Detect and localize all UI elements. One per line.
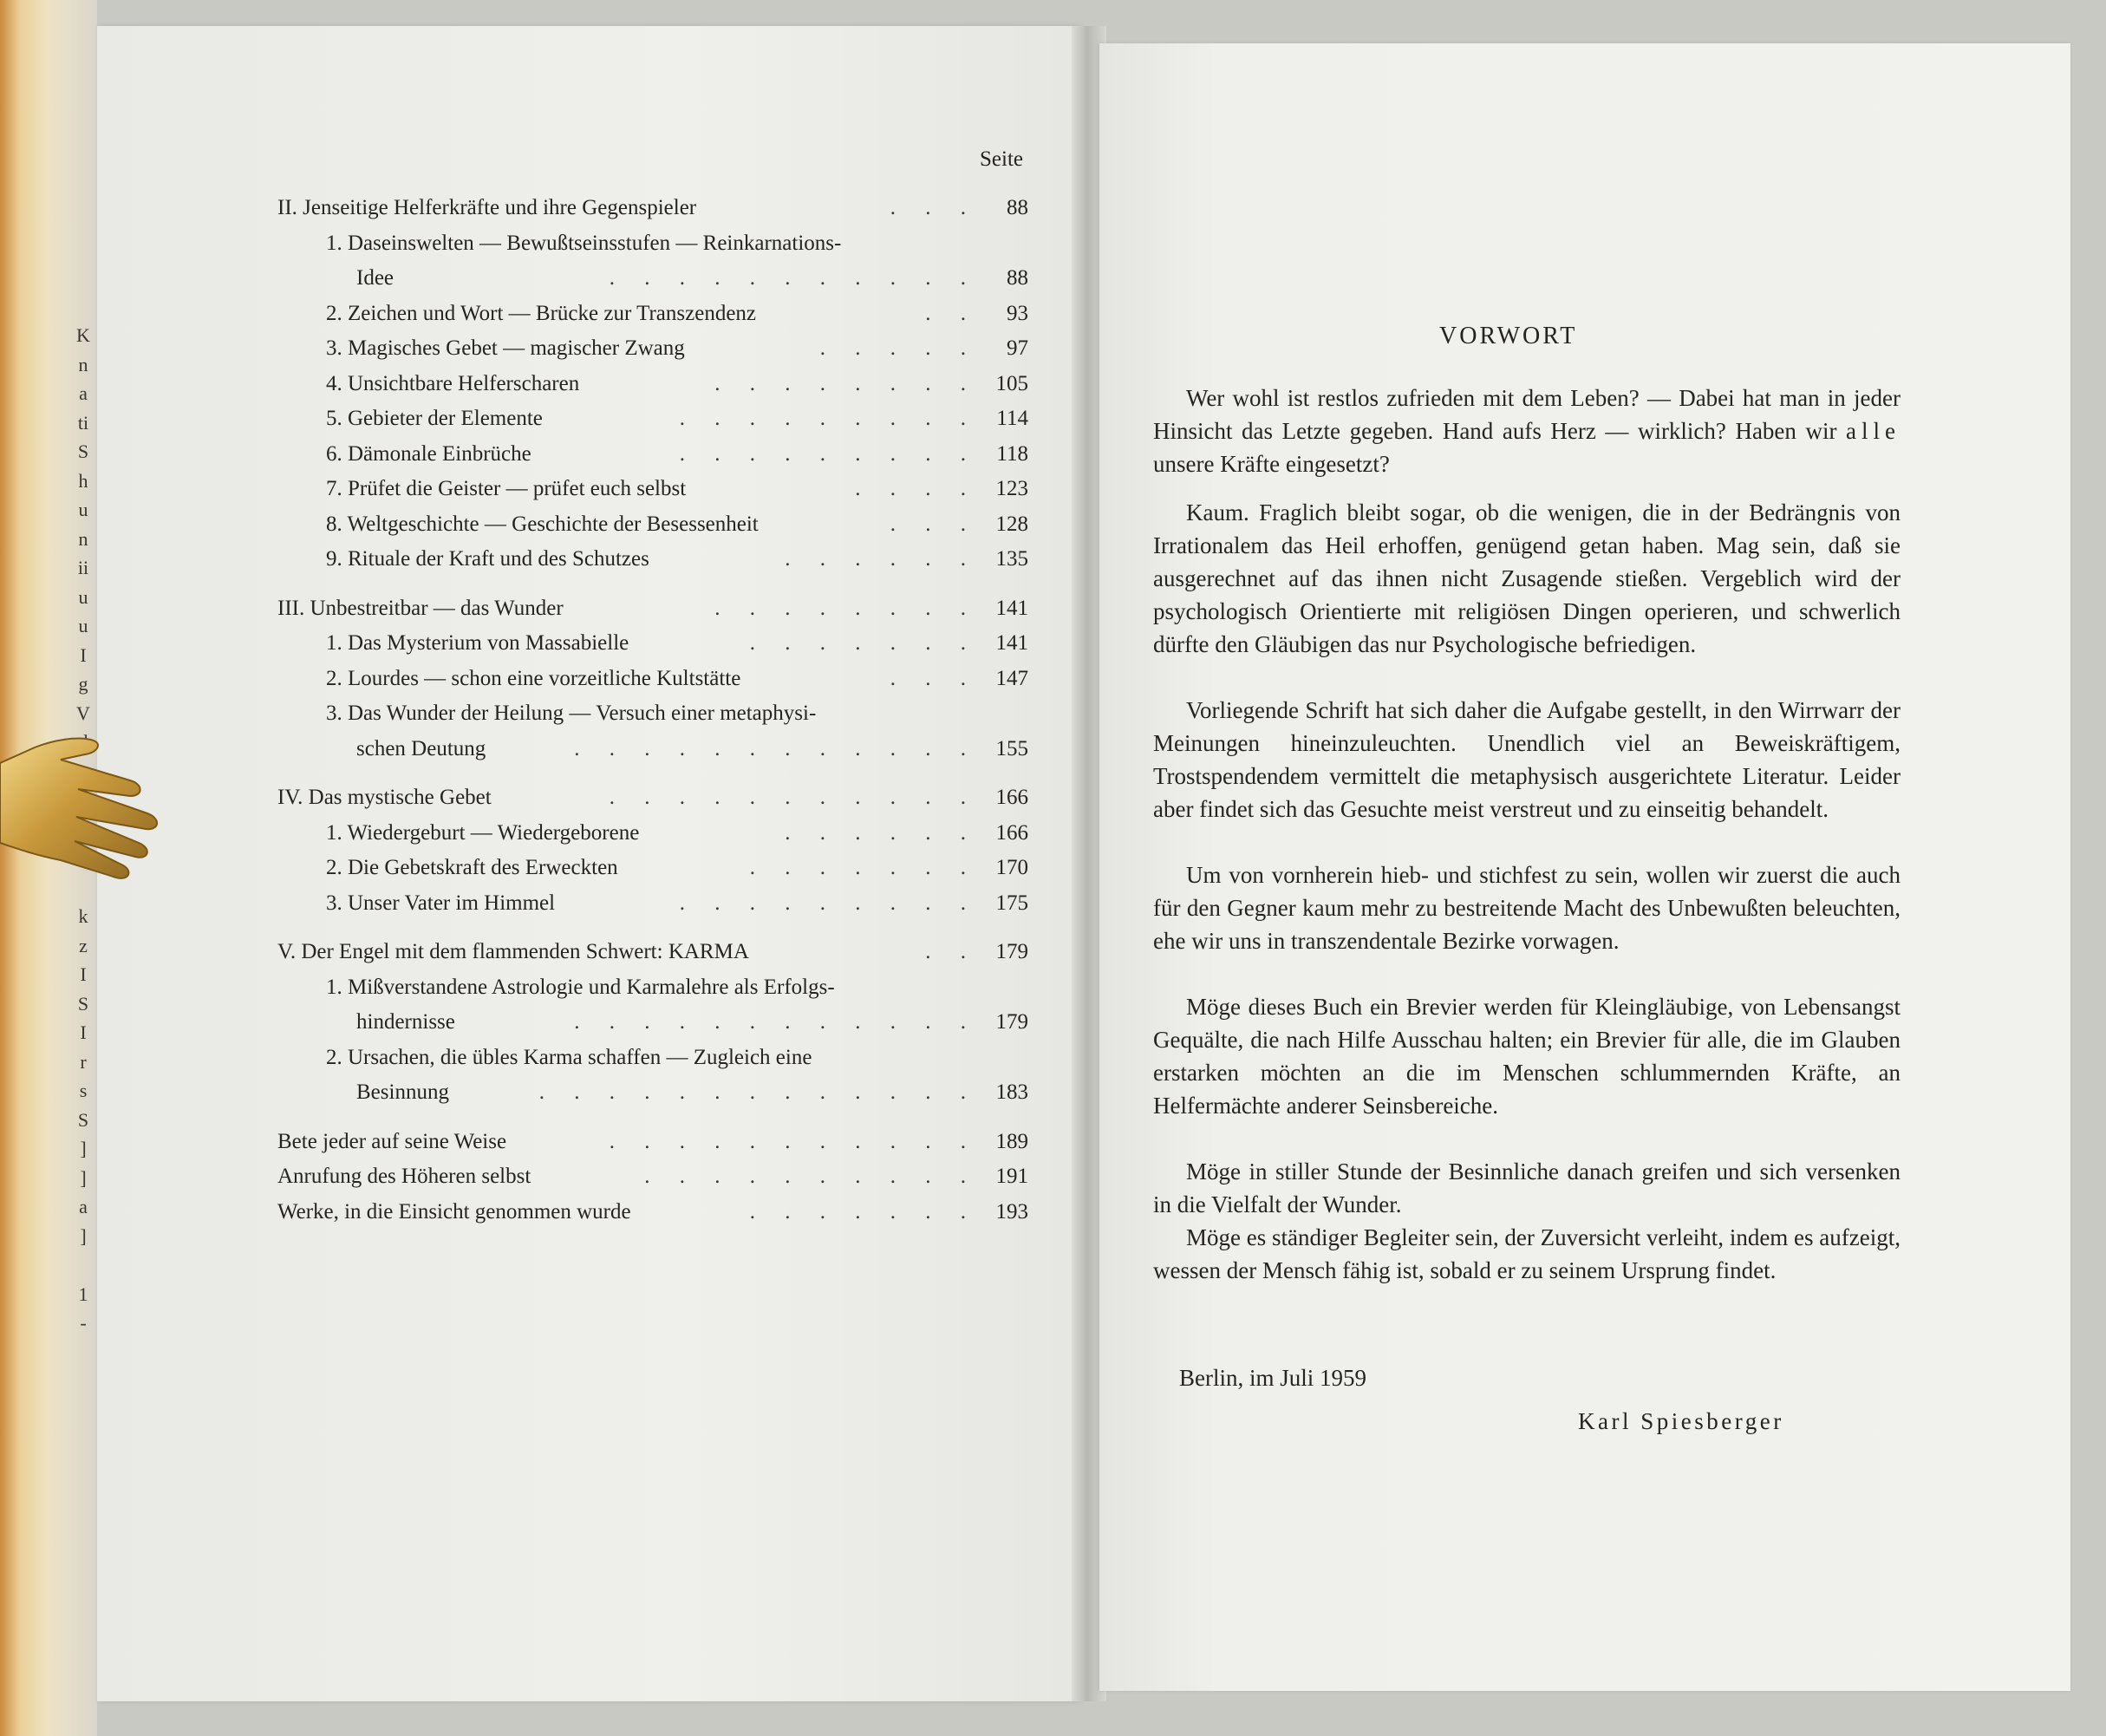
toc-entry-title: 6. Dämonale Einbrüche — [326, 441, 531, 466]
spine-letter: K — [76, 324, 90, 346]
toc-entry — [277, 626, 1028, 662]
toc-leader-dots: . . . . . . . . . — [679, 441, 978, 466]
spine-letter — [73, 1250, 94, 1280]
toc-entry-title: Anrufung des Höheren selbst — [277, 1165, 531, 1188]
toc-entry — [277, 1195, 1028, 1230]
spine-letter: z — [79, 934, 88, 956]
spine-letter: h — [78, 469, 88, 492]
toc-leader-dots: . . . . . . . . — [714, 596, 978, 620]
toc-entry — [277, 437, 1028, 473]
toc-page-number: 193 — [995, 1199, 1028, 1224]
toc-page-number: 123 — [995, 477, 1028, 500]
toc-entry-title: 4. Unsichtbare Helferscharen — [326, 371, 580, 395]
toc-entry-title: 2. Die Gebetskraft des Erweckten — [326, 856, 618, 879]
toc-leader-dots: . . . — [890, 196, 978, 219]
toc-entry — [277, 472, 1028, 507]
toc-page-number: 114 — [996, 407, 1028, 430]
toc-leader-dots: . . . . . . . . . — [679, 891, 978, 915]
toc-leader-dots: . . . . . . . . . — [679, 407, 978, 430]
toc-leader-dots: . . . . . . . . . . . — [609, 266, 978, 290]
toc-entry-title: 3. Das Wunder der Heilung — Versuch einer metaphysi- — [326, 702, 817, 725]
author-signature: Karl Spiesberger — [1578, 1408, 1784, 1434]
vorwort-paragraph-7: Möge es ständiger Begleiter sein, der Zuversicht verleiht, indem es aufzeigt, wessen der Mensch fähig ist, sobald er zu seinem Ursprung findet. — [1153, 1224, 1901, 1283]
spine-letter: ] — [80, 1224, 87, 1247]
vorwort-paragraph-5: Möge dieses Buch ein Brevier werden für Kleingläubige, von Lebensangst Gequälte, die nach Hilfe Ausschau halten; ein Brevier für alle, die im Glauben erstarken möchten an die im Menschen schlummernden Kräfte, an Helfermächte anderer Seinsbereiche. — [1153, 994, 1901, 1119]
toc-leader-dots: . . . . . . . — [749, 1199, 978, 1224]
toc-page-number: 155 — [995, 736, 1028, 760]
spine-letter: u — [78, 585, 88, 608]
vorwort-paragraph-6: Möge in stiller Stunde der Besinnliche danach greifen und sich versenken in die Vielfalt der Wunder. — [1153, 1158, 1901, 1217]
toc-entry-title: 2. Zeichen und Wort — Brücke zur Transzendenz — [326, 301, 757, 325]
toc-entry — [277, 780, 1028, 816]
toc-entry-title: 8. Weltgeschichte — Geschichte der Besessenheit — [326, 512, 759, 536]
spine-letter: 1 — [78, 1282, 88, 1305]
toc-entry — [277, 662, 1028, 697]
toc-page-number: 93 — [1007, 301, 1028, 325]
toc-page-number: 166 — [995, 820, 1028, 845]
toc-page-number: 135 — [995, 547, 1028, 571]
toc-leader-dots: . . . . . . . . . . — [644, 1165, 978, 1188]
toc-entry-title: IV. Das mystische Gebet — [277, 786, 492, 809]
toc-leader-dots: . . . . . . . . . . . — [609, 786, 978, 809]
vorwort-paragraph-1 — [1153, 382, 1901, 480]
toc-page-number: 175 — [995, 891, 1028, 915]
toc-entry — [277, 851, 1028, 886]
spine-letter: n — [78, 353, 88, 375]
vorwort-paragraph-2: Kaum. Fraglich bleibt sogar, ob die wenigen, die in der Bedrängnis von Irrationalem das Heil erhoffen, genügend getan haben. Mag sein, daß sie ausgerechnet auf das ihnen nicht Zusagende stießen. Vergeblich wird der psychologisch Orientierte mit religiösen Dingen operieren, und schwerlich dürfte den Gläubigen das nur Psychologische befriedigen. — [1153, 499, 1901, 657]
toc-entry — [277, 331, 1028, 367]
toc-leader-dots: . . — [925, 301, 978, 325]
toc-entry-title: 1. Das Mysterium von Massabielle — [326, 631, 629, 655]
toc-leader-dots: . . . . . . — [785, 820, 978, 845]
toc-entry — [277, 1041, 1028, 1076]
toc-entry — [277, 1005, 1028, 1041]
toc-leader-dots: . . . . . — [819, 336, 978, 360]
toc-entry-title: 2. Lourdes — schon eine vorzeitliche Kultstätte — [326, 666, 741, 690]
toc-entry-title: V. Der Engel mit dem flammenden Schwert: KARMA — [277, 940, 749, 963]
vorwort-paragraph-1-start: Wer wohl ist restlos zufrieden mit dem Leben? — Dabei hat man in jeder Hinsicht das Letzte gegeben. Hand aufs Herz — wirklich? Haben wir — [1153, 385, 1901, 444]
toc-entry-title: schen Deutung — [356, 736, 486, 760]
toc-entry-title: 1. Daseinswelten — Bewußtseinsstufen — Reinkarnations- — [326, 231, 842, 255]
toc-page-number: 166 — [995, 786, 1028, 809]
toc-page-number: 191 — [995, 1165, 1028, 1188]
toc-page-number: 189 — [995, 1129, 1028, 1153]
toc-entry-title: hindernisse — [356, 1010, 455, 1034]
vorwort-heading: VORWORT — [1439, 323, 1578, 349]
vorwort-paragraph-1-end: unsere Kräfte eingesetzt? — [1153, 451, 1390, 477]
toc-leader-dots: . . . . — [855, 477, 978, 500]
toc-entry — [277, 696, 1028, 732]
toc-page-number: 179 — [995, 1010, 1028, 1034]
toc-entry — [277, 1125, 1028, 1160]
spine-letter: ] — [80, 1138, 87, 1159]
toc-entry-title: 3. Unser Vater im Himmel — [326, 891, 556, 915]
toc-leader-dots: . . . . . . . — [749, 631, 978, 655]
spine-letter: u — [78, 499, 88, 520]
spine-letter: a — [79, 1196, 88, 1217]
spine-letter: ] — [80, 1166, 87, 1189]
spine-letter: I — [80, 643, 87, 666]
toc-leader-dots: . . . — [890, 512, 978, 536]
toc-entry — [277, 1075, 1028, 1111]
toc-entry-title: 3. Magisches Gebet — magischer Zwang — [326, 336, 685, 360]
toc-leader-dots: . . . . . . . — [749, 856, 978, 879]
spine-letter: n — [78, 527, 88, 550]
toc-entry — [277, 226, 1028, 262]
toc-page-number: 170 — [995, 856, 1028, 879]
toc-leader-dots: . . . . . . . . . . . — [609, 1129, 978, 1153]
toc-page-column-header: Seite — [980, 147, 1023, 171]
toc-page-number: 105 — [995, 371, 1028, 395]
toc-entry-title: 2. Ursachen, die übles Karma schaffen — Zugleich eine — [326, 1045, 812, 1069]
toc-entry-title: III. Unbestreitbar — das Wunder — [277, 596, 564, 620]
toc-entry — [277, 261, 1028, 297]
spine-letter: S — [77, 1108, 89, 1131]
toc-page-number: 88 — [1007, 266, 1028, 290]
toc-entry-title: 7. Prüfet die Geister — prüfet euch selbst — [326, 477, 687, 500]
toc-entry-title: II. Jenseitige Helferkräfte und ihre Gegenspieler — [277, 196, 697, 219]
toc-leader-dots: . . . . . . . . . . . . . — [538, 1080, 978, 1104]
toc-entry — [277, 507, 1028, 543]
toc-entry — [277, 367, 1028, 402]
vorwort-paragraph-1-emphasis: alle — [1846, 418, 1901, 444]
vorwort-paragraph-3: Vorliegende Schrift hat sich daher die Aufgabe gestellt, in den Wirrwarr der Meinungen hineinzuleuchten. Unendlich viel an Beweiskräftigem, Trostspendendem vermittelt die metaphysisch ausgerichtete Literatur. Leider aber findet sich das Gesuchte meist verstreut und zu einseitig behandelt. — [1153, 697, 1901, 822]
toc-leader-dots: . . — [925, 940, 978, 963]
toc-entry — [277, 542, 1028, 578]
toc-entry-title: 1. Wiedergeburt — Wiedergeborene — [326, 820, 640, 845]
spine-letter: a — [79, 382, 88, 404]
toc-entry — [277, 816, 1028, 852]
toc-entry — [277, 297, 1028, 332]
vorwort-paragraph-4: Um von vornherein hieb- und stichfest zu sein, wollen wir zuerst die auch für den Gegner kaum mehr zu bestreitende Macht des Unbewußten beleuchten, ehe wir uns in transzendentale Bezirke vorwagen. — [1153, 862, 1901, 954]
spine-letter: S — [77, 992, 89, 1015]
spine-letter: - — [80, 1312, 87, 1334]
toc-page-number: 141 — [995, 596, 1028, 620]
toc-page-number: 128 — [995, 512, 1028, 536]
toc-entry — [277, 591, 1028, 627]
spine-letter: u — [78, 615, 88, 636]
spine-letter: s — [79, 1080, 88, 1101]
spine-letter: ti — [77, 411, 89, 434]
toc-entry-title: 5. Gebieter der Elemente — [326, 407, 543, 430]
toc-entry — [277, 401, 1028, 437]
toc-entry — [277, 886, 1028, 922]
table-of-contents — [277, 191, 1028, 1230]
spine-letter: I — [80, 963, 87, 985]
spine-letter: g — [78, 673, 88, 695]
spine-letter: k — [78, 905, 88, 927]
toc-entry-title: Idee — [356, 266, 394, 290]
toc-leader-dots: . . . — [890, 666, 978, 690]
toc-leader-dots: . . . . . . — [785, 547, 978, 571]
toc-entry-title: Werke, in die Einsicht genommen wurde — [277, 1199, 631, 1224]
toc-entry — [277, 732, 1028, 767]
toc-entry-title: Besinnung — [356, 1080, 449, 1104]
toc-page-number: 141 — [995, 631, 1028, 655]
spine-letter: V — [76, 702, 90, 724]
toc-page-number: 97 — [1007, 336, 1028, 360]
toc-page-number: 179 — [995, 940, 1028, 963]
place-and-date: Berlin, im Juli 1959 — [1179, 1365, 1366, 1391]
toc-entry — [277, 970, 1028, 1006]
toc-entry-title: 1. Mißverstandene Astrologie und Karmalehre als Erfolgs- — [326, 975, 835, 999]
toc-entry — [277, 1159, 1028, 1195]
toc-entry-title: 9. Rituale der Kraft und des Schutzes — [326, 547, 649, 571]
spine-letter: S — [77, 441, 89, 462]
brass-hand-bookmark-icon — [0, 728, 173, 945]
toc-page-number: 88 — [1007, 196, 1028, 219]
toc-entry — [277, 935, 1028, 970]
toc-leader-dots: . . . . . . . . . . . . — [574, 1010, 978, 1034]
toc-page-number: 183 — [995, 1080, 1028, 1104]
spine-letter: r — [80, 1050, 87, 1073]
spine-letter: ii — [77, 557, 89, 578]
toc-page-number: 147 — [995, 666, 1028, 690]
toc-entry — [277, 191, 1028, 226]
toc-page-number: 118 — [996, 441, 1028, 466]
spine-letter: I — [80, 1021, 87, 1043]
toc-leader-dots: . . . . . . . . . . . . — [574, 736, 978, 760]
toc-leader-dots: . . . . . . . . — [714, 371, 978, 395]
toc-entry-title: Bete jeder auf seine Weise — [277, 1129, 507, 1153]
